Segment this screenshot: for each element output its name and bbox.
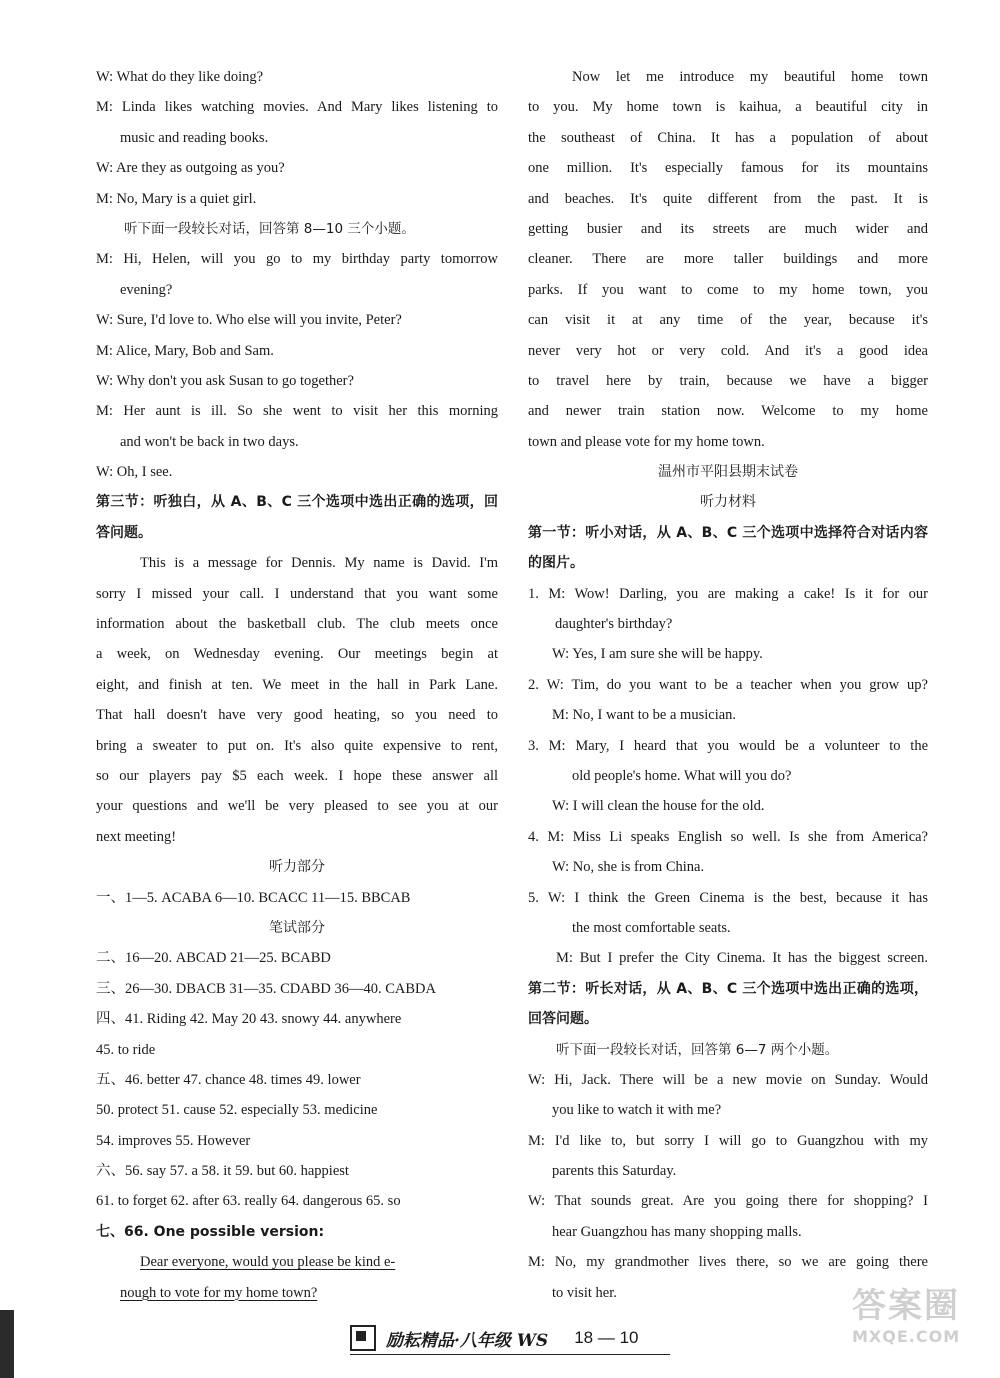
exam-title: 温州市平阳县期末试卷 xyxy=(658,464,798,481)
section-heading: 第三节：听独白，从 A、B、C 三个选项中选出正确的选项，回 xyxy=(96,494,498,511)
page-footer xyxy=(350,1322,670,1355)
monologue-line: That hall doesn't have very good heating, so you need to xyxy=(96,707,498,724)
dialogue-line: M: I'd like to, but sorry I will go to Guangzhou with my xyxy=(528,1132,928,1149)
dialogue-line: W: I will clean the house for the old. xyxy=(552,798,765,815)
dialogue-line: parents this Saturday. xyxy=(552,1163,677,1180)
listening-material-heading: 听力材料 xyxy=(700,494,756,511)
essay-line: Now let me introduce my beautiful home town xyxy=(572,69,928,85)
dialogue-line: M: But I prefer the City Cinema. It has the biggest screen. xyxy=(556,950,928,967)
listening-part-heading: 听力部分 xyxy=(269,859,325,876)
answer-line: 五、46. better 47. chance 48. times 49. lower xyxy=(96,1071,361,1088)
monologue-line: sorry I missed your call. I understand that you want some xyxy=(96,585,498,602)
answer-line: 45. to ride xyxy=(96,1041,156,1058)
publisher-logo-icon xyxy=(350,1325,376,1351)
dialogue-line: 1. M: Wow! Darling, you are making a cake! Is it for our xyxy=(528,585,928,602)
footer-brand: 励耘精品·八年级 WS xyxy=(386,1330,549,1351)
essay-line: cleaner. There are more taller buildings and more xyxy=(528,251,928,268)
essay-line: one million. It's especially famous for its mountains xyxy=(528,160,928,177)
essay-line: getting busier and its streets are much wider and xyxy=(528,220,928,237)
watermark-text: 答案圈 xyxy=(852,1286,960,1326)
monologue-line: bring a sweater to put on. It's also quite expensive to rent, xyxy=(96,737,498,754)
dialogue-line: and won't be back in two days. xyxy=(120,433,299,450)
dialogue-line: W: That sounds great. Are you going there for shopping? I xyxy=(528,1193,928,1210)
essay-line: to travel here by train, because we have a bigger xyxy=(528,372,928,389)
dialogue-line: old people's home. What will you do? xyxy=(572,767,792,784)
dialogue-line: 3. M: Mary, I heard that you would be a volunteer to the xyxy=(528,737,928,754)
section-heading: 第一节：听小对话，从 A、B、C 三个选项中选择符合对话内容 xyxy=(528,524,928,541)
dialogue-line: evening? xyxy=(120,281,173,298)
dialogue-line: W: Sure, I'd love to. Who else will you invite, Peter? xyxy=(96,312,402,329)
answer-line: 三、26—30. DBACB 31—35. CDABD 36—40. CABDA xyxy=(96,980,436,997)
dialogue-line: M: Hi, Helen, will you go to my birthday party tomorrow xyxy=(96,251,498,268)
dialogue-line: W: What do they like doing? xyxy=(96,69,264,85)
dialogue-line: daughter's birthday? xyxy=(555,616,673,633)
dialogue-line: M: No, my grandmother lives there, so we are going there xyxy=(528,1254,928,1271)
dialogue-line: W: No, she is from China. xyxy=(552,859,705,876)
section-heading: 答问题。 xyxy=(96,524,152,541)
answer-line: 六、56. say 57. a 58. it 59. but 60. happiest xyxy=(96,1163,349,1180)
answer-line: 54. improves 55. However xyxy=(96,1132,251,1149)
section-instruction: 听下面一段较长对话，回答第 8—10 三个小题。 xyxy=(124,220,415,237)
dialogue-line: M: No, Mary is a quiet girl. xyxy=(96,190,257,207)
section-heading: 回答问题。 xyxy=(528,1011,598,1028)
monologue-line: information about the basketball club. The club meets once xyxy=(96,616,498,633)
essay-line: parks. If you want to come to my home town, you xyxy=(528,281,928,298)
page-number: 18 — 10 xyxy=(574,1328,639,1347)
dialogue-line: 2. W: Tim, do you want to be a teacher when you grow up? xyxy=(528,676,928,693)
dialogue-line: to visit her. xyxy=(552,1284,617,1301)
essay-line: nough to vote for my home town? xyxy=(120,1284,318,1301)
dialogue-line: W: Are they as outgoing as you? xyxy=(96,160,285,177)
dialogue-line: 5. W: I think the Green Cinema is the best, because it has xyxy=(528,889,928,906)
dialogue-line: M: Alice, Mary, Bob and Sam. xyxy=(96,342,274,359)
watermark xyxy=(852,1278,992,1368)
page-edge-shadow xyxy=(0,1310,14,1378)
answer-line: 50. protect 51. cause 52. especially 53. medicine xyxy=(96,1102,378,1119)
essay-line: can visit it at any time of the year, because it's xyxy=(528,312,928,329)
answer-line: 一、1—5. ACABA 6—10. BCACC 11—15. BBCAB xyxy=(96,889,411,906)
dialogue-line: music and reading books. xyxy=(120,129,269,146)
section-heading: 第二节：听长对话，从 A、B、C 三个选项中选出正确的选项， xyxy=(528,980,928,997)
monologue-line: a week, on Wednesday evening. Our meetings begin at xyxy=(96,646,498,663)
monologue-line: so our players pay $5 each week. I hope these answer all xyxy=(96,767,498,784)
right-column xyxy=(528,62,928,1308)
left-column xyxy=(96,62,498,1308)
essay-line: Dear everyone, would you please be kind e- xyxy=(140,1254,396,1271)
dialogue-line: 4. M: Miss Li speaks English so well. Is she from America? xyxy=(528,828,928,845)
written-part-heading: 笔试部分 xyxy=(269,919,325,936)
dialogue-line: you like to watch it with me? xyxy=(552,1102,722,1119)
essay-line: to you. My home town is kaihua, a beautiful city in xyxy=(528,99,928,116)
dialogue-line: W: Yes, I am sure she will be happy. xyxy=(552,646,763,663)
monologue-line: This is a message for Dennis. My name is David. I'm xyxy=(140,555,498,572)
dialogue-line: W: Why don't you ask Susan to go together? xyxy=(96,372,354,389)
essay-line: the southeast of China. It has a population of about xyxy=(528,129,928,146)
section-heading: 的图片。 xyxy=(528,555,584,572)
monologue-line: next meeting! xyxy=(96,828,177,845)
writing-heading: 七、66. One possible version: xyxy=(96,1223,325,1240)
answer-line: 四、41. Riding 42. May 20 43. snowy 44. anywhere xyxy=(96,1011,402,1028)
dialogue-line: M: Her aunt is ill. So she went to visit her this morning xyxy=(96,403,498,420)
monologue-line: your questions and we'll be very pleased to see you at our xyxy=(96,798,498,815)
essay-line: town and please vote for my home town. xyxy=(528,433,765,450)
essay-line: never very hot or very cold. And it's a good idea xyxy=(528,342,928,359)
essay-line: and newer train station now. Welcome to my home xyxy=(528,403,928,420)
dialogue-line: M: No, I want to be a musician. xyxy=(552,707,737,724)
monologue-line: eight, and finish at ten. We meet in the hall in Park Lane. xyxy=(96,676,498,693)
dialogue-line: the most comfortable seats. xyxy=(572,919,731,936)
answer-line: 二、16—20. ABCAD 21—25. BCABD xyxy=(96,950,331,967)
dialogue-line: W: Hi, Jack. There will be a new movie on Sunday. Would xyxy=(528,1071,928,1088)
watermark-url: MXQE.COM xyxy=(852,1327,961,1346)
dialogue-line: W: Oh, I see. xyxy=(96,464,173,481)
dialogue-line: M: Linda likes watching movies. And Mary likes listening to xyxy=(96,99,498,116)
section-instruction: 听下面一段较长对话，回答第 6—7 两个小题。 xyxy=(556,1041,839,1058)
dialogue-line: hear Guangzhou has many shopping malls. xyxy=(552,1223,802,1240)
essay-line: and beaches. It's quite different from the past. It is xyxy=(528,190,928,207)
answer-line: 61. to forget 62. after 63. really 64. dangerous 65. so xyxy=(96,1193,401,1210)
